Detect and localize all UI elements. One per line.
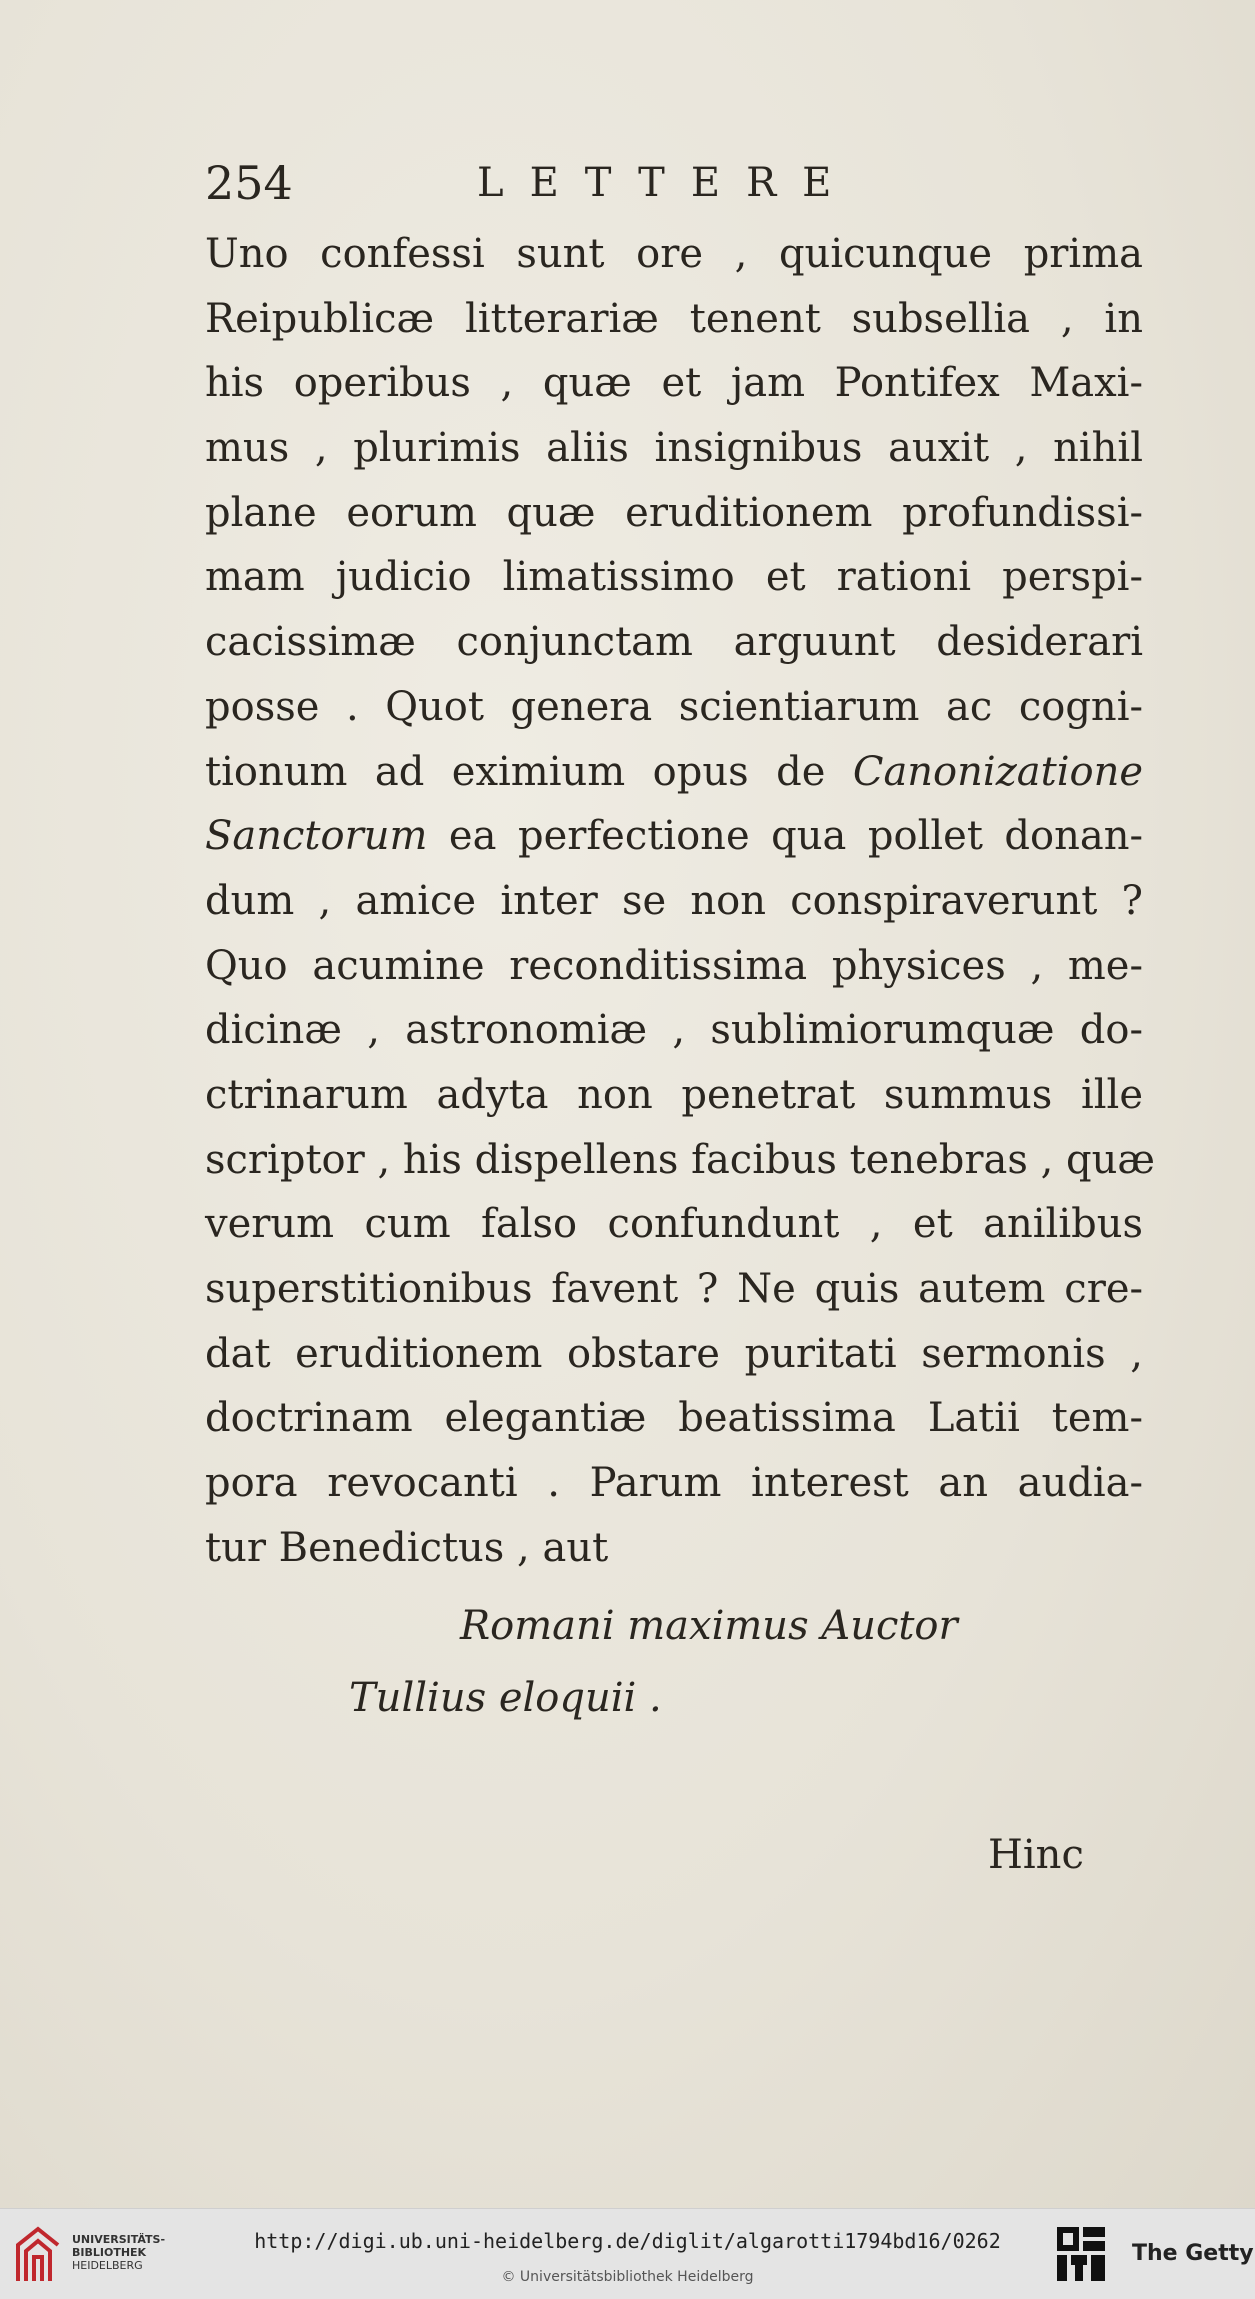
text-line: superstitionibus favent ? Ne quis autem cre- [205,1266,1143,1312]
text-line: ctrinarum adyta non penetrat summus ille [205,1071,1143,1118]
library-name-line: UNIVERSITÄTS- [72,2233,166,2246]
text-line: pora revocanti . Parum interest an audia- [205,1460,1143,1507]
text-line: tur Benedictus , aut [205,1524,609,1571]
text-line [205,804,1143,869]
partner-name: The Getty [1132,2241,1254,2266]
quote-line: Tullius eloquii . [349,1675,662,1721]
text-line: his operibus , quæ et jam Pontifex Maxi- [205,360,1143,407]
page-number: 254 [205,156,293,210]
page-header [205,158,905,208]
library-name-line: BIBLIOTHEK [72,2246,147,2259]
getty-logo-icon [1055,2225,1107,2283]
library-name-line: HEIDELBERG [72,2259,143,2272]
text-line: doctrinam elegantiæ beatissima Latii tem- [205,1395,1143,1442]
text-line: posse . Quot genera scientiarum ac cogni- [205,683,1143,730]
permalink[interactable]: http://digi.ub.uni-heidelberg.de/diglit/algarotti1794bd16/0262 [254,2229,1001,2253]
text-line: dicinæ , astronomiæ , sublimiorumquæ do- [205,1007,1143,1054]
text-line [205,740,1143,805]
text-line: plane eorum quæ eruditionem profundissi- [205,489,1143,536]
italic-title-run: Sanctorum [205,813,428,860]
text-line: Uno confessi sunt ore , quicunque prima [205,231,1143,277]
text-run: tionum ad eximium opus de [205,748,853,795]
catchword: Hinc [988,1832,1084,1878]
copyright-notice: © Universitätsbibliothek Heidelberg [501,2269,754,2285]
text-run: ea perfectione qua pollet donan- [427,813,1143,860]
text-line: dat eruditionem obstare puritati sermonis , [205,1330,1143,1377]
text-line: scriptor , his dispellens facibus tenebras , quæ [205,1136,1155,1183]
text-line: mam judicio limatissimo et rationi perspi- [205,554,1143,601]
text-line: Quo acumine reconditissima physices , me- [205,942,1143,989]
running-head: LETTERE [477,160,858,206]
quote-line: Romani maximus Auctor [460,1603,958,1649]
body-text [205,222,1155,1580]
text-line: verum cum falso confundunt , et anilibus [205,1201,1143,1248]
italic-title-run: Canonizatione [852,748,1143,795]
verse-quotation [350,1590,1050,1734]
text-line: Reipublicæ litterariæ tenent subsellia , in [205,295,1143,342]
viewer-footer [0,2208,1255,2299]
text-line: cacissimæ conjunctam arguunt desiderari [205,619,1143,666]
text-line: mus , plurimis aliis insignibus auxit , nihil [205,425,1143,472]
text-line: dum , amice inter se non conspiraverunt ? [205,877,1143,924]
